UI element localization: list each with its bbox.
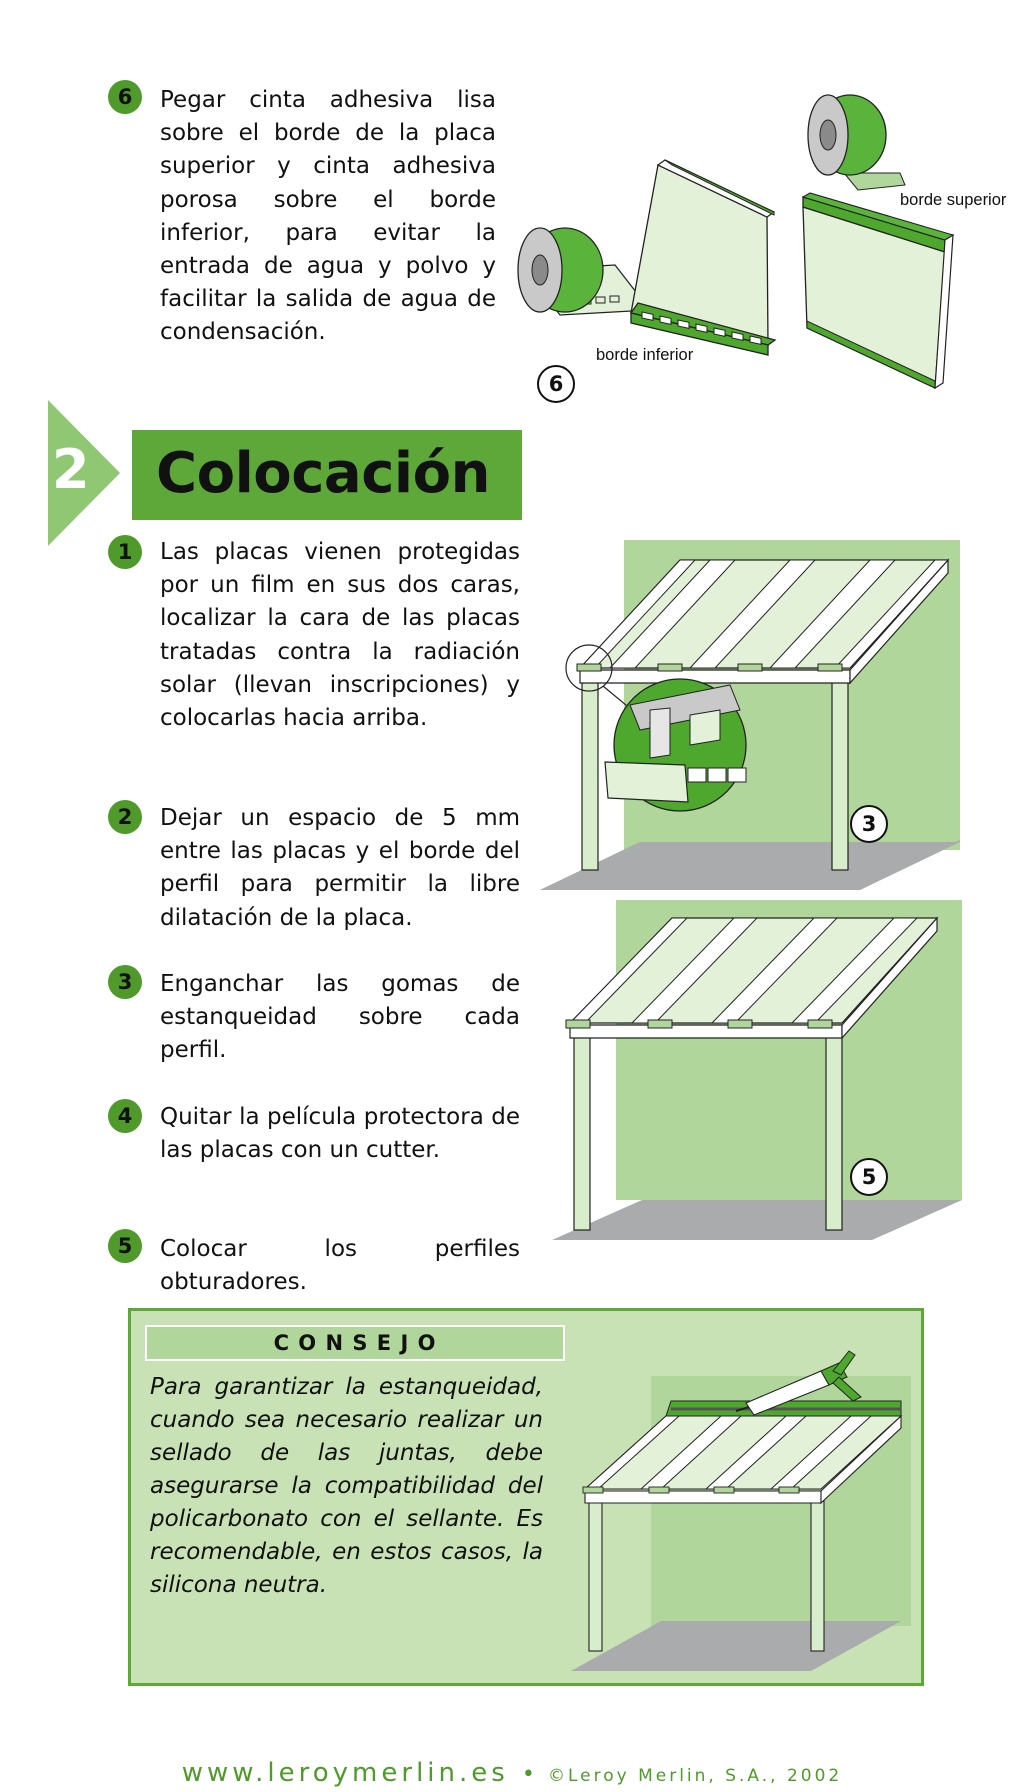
- figure-3-badge: 3: [850, 805, 888, 843]
- footer-bullet: •: [521, 1762, 535, 1787]
- label-borde-superior: borde superior: [900, 191, 1007, 209]
- pergola-figure-3: [540, 540, 960, 890]
- smooth-tape-roll-icon: [808, 95, 905, 190]
- step-5-number: 5: [108, 1229, 142, 1263]
- section-title-bar: [132, 430, 522, 520]
- step-2-number: 2: [108, 800, 142, 834]
- section-title: Colocación: [156, 441, 490, 506]
- step-5-text: Colocar los perfiles obturadores.: [160, 1236, 520, 1296]
- consejo-box: [128, 1308, 924, 1686]
- tape-illustration: [510, 85, 1020, 405]
- footer: [0, 1758, 1024, 1788]
- section-number: 2: [52, 438, 90, 501]
- plate-top-edge-icon: [803, 193, 953, 388]
- label-borde-inferior: borde inferior: [596, 346, 694, 364]
- step-6-number: 6: [108, 80, 142, 114]
- step-6-text: Pegar cinta adhesiva lisa sobre el borde de la placa superior y cinta adhesiva porosa sobre el borde inferior, para evitar la entrada de agua y polvo y facilitar la salida de agua de condensación.: [160, 87, 496, 346]
- sealing-pergola-figure: [571, 1341, 911, 1661]
- step-1-text: Las placas vienen protegidas por un film en sus dos caras, localizar la cara de las placas tratadas contra la radiación solar (llevan inscripciones) y colocarlas hacia arriba.: [160, 539, 520, 732]
- figure-6-badge: 6: [537, 365, 575, 403]
- footer-url[interactable]: www.leroymerlin.es: [181, 1758, 509, 1788]
- step-1-number: 1: [108, 535, 142, 569]
- step-4-number: 4: [108, 1099, 142, 1133]
- footer-copyright: ©Leroy Merlin, S.A., 2002: [547, 1766, 843, 1786]
- step-4-text: Quitar la película protectora de las placas con un cutter.: [160, 1104, 520, 1164]
- consejo-text: Para garantizar la estanqueidad, cuando sea necesario realizar un sellado de las juntas, debe asegurarse la compatibilidad del policarbonato con el sellante. Es recomendable, en estos casos, la silicona neutra.: [150, 1374, 543, 1598]
- step-2-text: Dejar un espacio de 5 mm entre las placas y el borde del perfil para permitir la libre dilatación de la placa.: [160, 805, 520, 931]
- porous-tape-roll-icon: [518, 228, 650, 315]
- figure-5-badge: 5: [850, 1158, 888, 1196]
- plate-bottom-edge-icon: [631, 160, 775, 355]
- pergola-figure-5: [552, 900, 962, 1240]
- step-3-text: Enganchar las gomas de estanqueidad sobre cada perfil.: [160, 971, 520, 1064]
- consejo-title: C O N S E J O: [145, 1325, 565, 1361]
- step-3-number: 3: [108, 965, 142, 999]
